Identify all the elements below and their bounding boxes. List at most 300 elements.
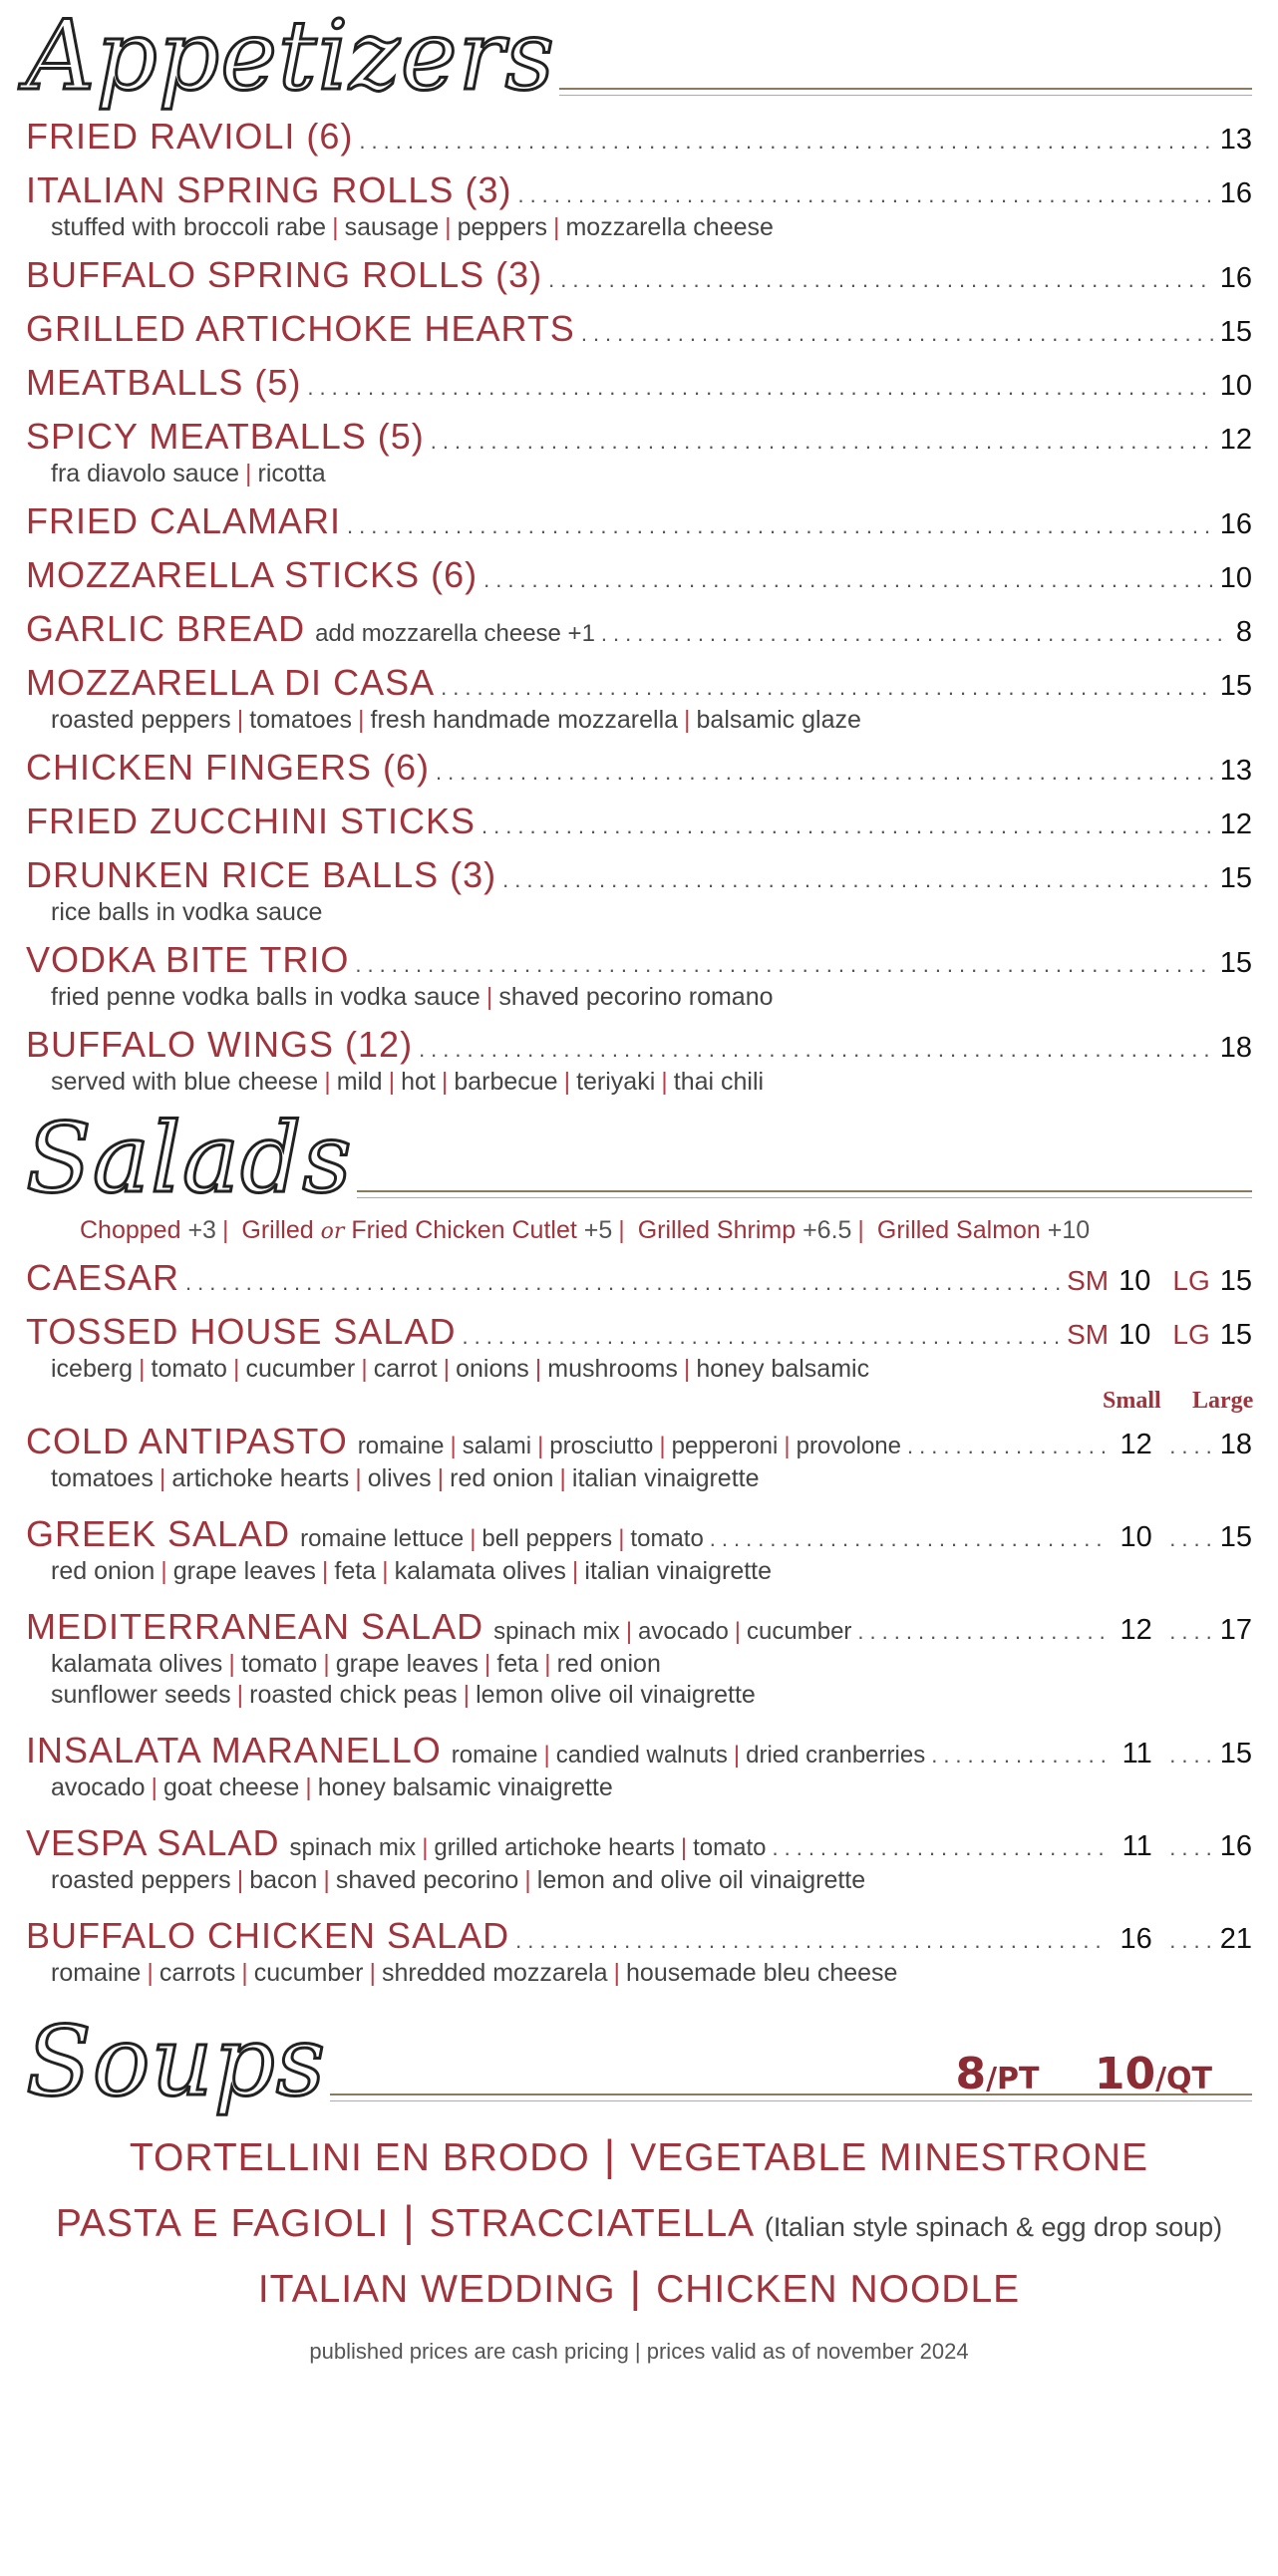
item-name: MOZZARELLA STICKS (6) (26, 554, 479, 595)
dot-leader (441, 675, 1214, 701)
separator: | (613, 1959, 621, 1987)
large-price: 21 (1219, 1923, 1252, 1955)
desc-term: goat cheese (163, 1773, 300, 1801)
item-price: 12 (1219, 808, 1252, 840)
dot-leader (436, 760, 1214, 786)
desc-term: roasted peppers (51, 706, 231, 734)
desc-term: roasted chick peas (249, 1681, 458, 1709)
item-inline-desc (289, 1834, 766, 1862)
separator: | (683, 1355, 691, 1383)
item-prices (1113, 1614, 1252, 1647)
separator: | (382, 1557, 389, 1585)
item-name: COLD ANTIPASTO (26, 1421, 348, 1461)
item-prices (1113, 1923, 1252, 1956)
desc-term: olives (367, 1464, 432, 1492)
item-price: 16 (1219, 508, 1252, 540)
sm-label: SM (1067, 1319, 1110, 1350)
menu-item (26, 169, 1252, 242)
small-price: 12 (1119, 1614, 1152, 1646)
separator: | (680, 1834, 688, 1861)
menu-item (26, 254, 1252, 296)
desc-term: provolone (796, 1433, 902, 1459)
item-row (26, 1421, 1252, 1462)
separator: | (483, 1650, 491, 1678)
desc-term: romaine (357, 1433, 445, 1459)
menu-item (26, 747, 1252, 789)
soup-line-2: PASTA E FAGIOLI | STRACCIATELLA (Italian style spinach & egg drop soup) (55, 2197, 1223, 2246)
desc-term: cucumber (245, 1355, 356, 1383)
desc-term: shaved pecorino romano (498, 983, 774, 1011)
desc-term: lemon olive oil vinaigrette (476, 1681, 756, 1709)
item-inline-desc (300, 1525, 704, 1553)
separator: | (369, 1959, 376, 1987)
separator: | (559, 1464, 566, 1492)
item-name: DRUNKEN RICE BALLS (3) (26, 854, 497, 895)
menu-item (26, 1606, 1252, 1710)
section-divider (559, 88, 1252, 96)
item-price: 13 (1219, 124, 1252, 156)
menu-item (26, 554, 1252, 596)
item-price: 8 (1235, 616, 1252, 648)
separator: | (441, 1068, 449, 1096)
size-column-header: Small Large (1103, 1388, 1254, 1414)
item-name: GRILLED ARTICHOKE HEARTS (26, 308, 575, 349)
item-name: CHICKEN FINGERS (6) (26, 747, 431, 788)
item-price: 15 (1219, 862, 1252, 894)
menu-item (26, 1421, 1252, 1493)
desc-term: romaine (451, 1742, 538, 1769)
separator: | (355, 1464, 362, 1492)
separator: | (232, 1355, 240, 1383)
salad-list (26, 1421, 1252, 1988)
item-row (26, 1311, 1252, 1353)
item-row (26, 1606, 1252, 1648)
sized-salad-list (26, 1257, 1252, 1384)
item-name: MEATBALLS (5) (26, 362, 302, 403)
desc-term: grape leaves (172, 1557, 316, 1585)
separator: | (733, 1742, 741, 1769)
dot-leader: .... (1169, 1928, 1218, 1953)
small-price: 11 (1121, 1830, 1152, 1862)
desc-term: tomato (630, 1525, 704, 1552)
item-prices (1113, 1738, 1252, 1771)
desc-term: tomato (151, 1355, 227, 1383)
desc-term: ricotta (257, 460, 326, 487)
item-row (26, 116, 1252, 158)
item-row (26, 747, 1252, 789)
dot-leader: .... (1169, 1835, 1218, 1860)
item-description (51, 1355, 1252, 1384)
large-price: 15 (1219, 1521, 1252, 1553)
dot-leader: .... (1169, 1619, 1218, 1644)
desc-term: romaine lettuce (300, 1525, 465, 1552)
separator: | (332, 213, 339, 241)
menu-item (26, 362, 1252, 404)
sm-label: SM (1067, 1265, 1110, 1296)
desc-term: spinach mix (493, 1618, 620, 1645)
dot-leader (481, 813, 1214, 839)
desc-term: artichoke hearts (171, 1464, 350, 1492)
separator: | (571, 1557, 579, 1585)
desc-term: romaine (51, 1959, 142, 1987)
desc-term: hot (401, 1068, 436, 1096)
section-divider (357, 1190, 1252, 1198)
item-name: VODKA BITE TRIO (26, 939, 350, 980)
item-prices (1113, 1830, 1252, 1863)
separator: | (659, 1433, 666, 1459)
separator: | (388, 1068, 396, 1096)
item-description (51, 1650, 1252, 1679)
salads-header (26, 1103, 1252, 1214)
dot-leader (515, 1928, 1107, 1954)
desc-term: grape leaves (335, 1650, 479, 1678)
menu-item (26, 1730, 1252, 1802)
item-price: 16 (1219, 177, 1252, 209)
separator: | (544, 1650, 551, 1678)
dot-leader (517, 182, 1213, 208)
separator: | (358, 706, 365, 734)
desc-term: teriyaki (576, 1068, 656, 1096)
dot-leader (347, 513, 1214, 539)
desc-term: shredded mozzarela (382, 1959, 608, 1987)
separator: | (159, 1464, 166, 1492)
separator: | (734, 1618, 742, 1645)
desc-term: kalamata olives (394, 1557, 566, 1585)
dot-leader (581, 321, 1214, 347)
desc-term: bell peppers (481, 1525, 613, 1552)
item-name: BUFFALO SPRING ROLLS (3) (26, 254, 543, 295)
desc-term: honey balsamic (696, 1355, 870, 1383)
item-description (51, 1557, 1252, 1586)
item-row (26, 416, 1252, 458)
desc-term: salami (462, 1433, 532, 1459)
menu-item (26, 1915, 1252, 1988)
dot-leader (431, 429, 1214, 455)
separator: | (323, 1650, 330, 1678)
item-name: CAESAR (26, 1257, 180, 1298)
desc-term: barbecue (454, 1068, 558, 1096)
separator: | (552, 213, 560, 241)
lg-price: 15 (1219, 1265, 1252, 1297)
desc-term: onions (456, 1355, 529, 1383)
item-description (51, 1068, 1252, 1097)
item-inline-desc (493, 1618, 851, 1646)
lg-label: LG (1172, 1319, 1210, 1350)
desc-term: prosciutto (549, 1433, 654, 1459)
desc-term: shaved pecorino (335, 1866, 519, 1894)
desc-term: red onion (51, 1557, 156, 1585)
dot-leader: .... (1169, 1743, 1218, 1768)
item-row (26, 1024, 1252, 1066)
item-row (26, 608, 1252, 650)
menu-item (26, 854, 1252, 927)
dot-leader (931, 1743, 1107, 1769)
small-price: 16 (1119, 1923, 1152, 1955)
item-name: GARLIC BREAD (26, 608, 306, 649)
separator: | (537, 1433, 544, 1459)
appetizer-list (26, 116, 1252, 1097)
item-row (26, 554, 1252, 596)
desc-term: dried cranberries (746, 1742, 926, 1769)
item-name: GREEK SALAD (26, 1513, 291, 1554)
item-name: FRIED CALAMARI (26, 500, 342, 541)
item-row (26, 169, 1252, 211)
separator: | (321, 1557, 329, 1585)
desc-term: fresh handmade mozzarella (370, 706, 679, 734)
desc-term: fra diavolo sauce (51, 460, 240, 487)
desc-term: mozzarella cheese (565, 213, 774, 241)
dot-leader (462, 1324, 1061, 1350)
item-price: 10 (1219, 562, 1252, 594)
desc-term: honey balsamic vinaigrette (317, 1773, 613, 1801)
item-description (51, 1959, 1252, 1988)
menu-item (26, 801, 1252, 842)
separator: | (305, 1773, 312, 1801)
soup-line-3: ITALIAN WEDDING | CHICKEN NOODLE (257, 2263, 1021, 2312)
lg-label: LG (1172, 1265, 1210, 1296)
appetizers-title: Appetizers (26, 0, 555, 112)
separator: | (236, 1866, 244, 1894)
item-row (26, 1513, 1252, 1555)
large-price: 18 (1219, 1429, 1252, 1460)
desc-term: tomatoes (51, 1464, 154, 1492)
desc-term: candied walnuts (555, 1742, 728, 1769)
item-price: 16 (1219, 262, 1252, 294)
desc-term: cucumber (253, 1959, 364, 1987)
large-price: 17 (1219, 1614, 1252, 1646)
item-description (51, 213, 1252, 242)
desc-term: bacon (249, 1866, 318, 1894)
separator: | (618, 1525, 625, 1552)
salads-title: Salads (26, 1103, 353, 1214)
desc-term: carrots (159, 1959, 236, 1987)
menu-item (26, 939, 1252, 1012)
item-row (26, 500, 1252, 542)
desc-term: roasted peppers (51, 1866, 231, 1894)
item-description (51, 1773, 1252, 1802)
separator: | (228, 1650, 235, 1678)
lg-price: 15 (1219, 1319, 1252, 1351)
dot-leader: .... (1169, 1526, 1218, 1551)
desc-term: served with blue cheese (51, 1068, 319, 1096)
soup-line-1: TORTELLINI EN BRODO | VEGETABLE MINESTRONE (129, 2131, 1149, 2180)
item-price: 13 (1219, 755, 1252, 787)
desc-term: housemade bleu cheese (626, 1959, 898, 1987)
item-row (26, 1822, 1252, 1864)
separator: | (463, 1681, 471, 1709)
item-row (26, 1915, 1252, 1957)
desc-term: sunflower seeds (51, 1681, 231, 1709)
item-price: 15 (1219, 316, 1252, 348)
item-name: FRIED ZUCCHINI STICKS (26, 801, 477, 841)
dot-leader (548, 267, 1214, 293)
desc-term: pepperoni (671, 1433, 779, 1459)
separator: | (443, 1355, 451, 1383)
menu-item (26, 1822, 1252, 1895)
item-description (51, 983, 1252, 1012)
large-price: 15 (1219, 1738, 1252, 1770)
dot-leader (419, 1037, 1214, 1063)
item-row (26, 854, 1252, 896)
item-price: 15 (1219, 670, 1252, 702)
item-name: MEDITERRANEAN SALAD (26, 1606, 484, 1647)
quart-price: 10/QT (1094, 2049, 1212, 2099)
item-row (26, 308, 1252, 350)
small-price: 11 (1121, 1738, 1152, 1770)
item-row (26, 939, 1252, 981)
menu-item (26, 608, 1252, 650)
item-price: 15 (1219, 947, 1252, 979)
menu-item (26, 1024, 1252, 1097)
dot-leader (483, 567, 1214, 593)
item-price: 10 (1219, 370, 1252, 402)
item-description (51, 706, 1252, 735)
item-name: MOZZARELLA DI CASA (26, 662, 436, 703)
separator: | (543, 1742, 550, 1769)
separator: | (684, 706, 691, 734)
dot-leader (601, 621, 1230, 647)
desc-term: tomatoes (249, 706, 353, 734)
desc-term: carrot (373, 1355, 438, 1383)
footer-note: published prices are cash pricing | prices valid as of november 2024 (309, 2339, 969, 2364)
dot-leader (907, 1434, 1107, 1459)
menu-item (26, 662, 1252, 735)
item-name: BUFFALO CHICKEN SALAD (26, 1915, 510, 1956)
item-name: BUFFALO WINGS (12) (26, 1024, 414, 1065)
soup-prices (955, 2049, 1212, 2099)
large-price: 16 (1219, 1830, 1252, 1862)
desc-term: feta (496, 1650, 539, 1678)
item-inline-desc (452, 1742, 925, 1770)
item-name: ITALIAN SPRING ROLLS (3) (26, 169, 512, 210)
item-description (51, 1866, 1252, 1895)
desc-term: italian vinaigrette (571, 1464, 760, 1492)
dot-leader (307, 375, 1213, 401)
desc-term: iceberg (51, 1355, 133, 1383)
desc-term: sausage (344, 213, 440, 241)
separator: | (625, 1618, 633, 1645)
desc-term: mild (336, 1068, 383, 1096)
desc-term: kalamata olives (51, 1650, 223, 1678)
item-prices (1113, 1429, 1252, 1461)
item-inline-desc (358, 1433, 901, 1460)
separator: | (241, 1959, 248, 1987)
menu-item (26, 416, 1252, 488)
small-price: 12 (1119, 1429, 1152, 1460)
desc-term: spinach mix (289, 1834, 417, 1861)
pint-price: 8/PT (955, 2049, 1040, 2099)
item-row (26, 362, 1252, 404)
desc-term: red onion (450, 1464, 554, 1492)
dot-leader (355, 952, 1213, 978)
menu-item (26, 308, 1252, 350)
separator: | (470, 1525, 477, 1552)
sm-price: 10 (1118, 1265, 1151, 1297)
item-name: SPICY MEATBALLS (5) (26, 416, 425, 457)
separator: | (324, 1068, 331, 1096)
item-row (26, 1730, 1252, 1771)
small-price: 10 (1119, 1521, 1152, 1553)
separator: | (450, 1433, 457, 1459)
desc-term: balsamic glaze (696, 706, 861, 734)
item-price: 18 (1219, 1032, 1252, 1064)
desc-term: feta (334, 1557, 377, 1585)
menu-item (26, 1311, 1252, 1384)
soups-header (26, 2006, 1252, 2117)
separator: | (151, 1773, 159, 1801)
desc-term: tomato (693, 1834, 767, 1861)
dot-leader (359, 129, 1213, 155)
desc-term: cucumber (747, 1618, 852, 1645)
separator: | (445, 213, 452, 241)
separator: | (160, 1557, 167, 1585)
separator: | (236, 706, 244, 734)
separator: | (245, 460, 252, 487)
menu-item (26, 1513, 1252, 1586)
desc-term: avocado (51, 1773, 146, 1801)
item-description (51, 1681, 1252, 1710)
separator: | (422, 1834, 429, 1861)
desc-term: thai chili (673, 1068, 765, 1096)
menu-item (26, 116, 1252, 158)
item-price: 12 (1219, 424, 1252, 456)
item-prices (1113, 1521, 1252, 1554)
soups-title: Soups (26, 2006, 327, 2117)
dot-leader (857, 1619, 1106, 1645)
item-row (26, 801, 1252, 842)
appetizers-header (26, 0, 1252, 112)
separator: | (139, 1355, 146, 1383)
desc-term: grilled artichoke hearts (434, 1834, 675, 1861)
menu-item (26, 500, 1252, 542)
desc-term: tomato (240, 1650, 318, 1678)
dot-leader (772, 1835, 1106, 1861)
desc-term: avocado (638, 1618, 729, 1645)
item-row (26, 662, 1252, 704)
separator: | (236, 1681, 244, 1709)
item-row (26, 1257, 1252, 1299)
dot-leader (502, 867, 1214, 893)
separator: | (661, 1068, 668, 1096)
desc-term: rice balls in vodka sauce (51, 898, 323, 926)
sm-price: 10 (1118, 1319, 1151, 1351)
item-name: FRIED RAVIOLI (6) (26, 116, 354, 157)
item-description (51, 898, 1252, 927)
desc-term: fried penne vodka balls in vodka sauce (51, 983, 480, 1011)
item-name: TOSSED HOUSE SALAD (26, 1311, 457, 1352)
separator: | (361, 1355, 368, 1383)
desc-term: red onion (556, 1650, 661, 1678)
dot-leader (710, 1526, 1107, 1552)
separator: | (784, 1433, 791, 1459)
separator: | (485, 983, 493, 1011)
separator: | (437, 1464, 445, 1492)
desc-term: italian vinaigrette (584, 1557, 773, 1585)
item-inline-desc: add mozzarella cheese +1 (315, 620, 595, 647)
menu-item (26, 1257, 1252, 1299)
dot-leader (185, 1270, 1061, 1296)
item-description (51, 460, 1252, 488)
separator: | (147, 1959, 154, 1987)
desc-term: peppers (457, 213, 547, 241)
separator: | (323, 1866, 330, 1894)
separator: | (524, 1866, 531, 1894)
item-name: VESPA SALAD (26, 1822, 280, 1863)
item-name: INSALATA MARANELLO (26, 1730, 442, 1771)
separator: | (563, 1068, 571, 1096)
desc-term: stuffed with broccoli rabe (51, 213, 327, 241)
item-row (26, 254, 1252, 296)
